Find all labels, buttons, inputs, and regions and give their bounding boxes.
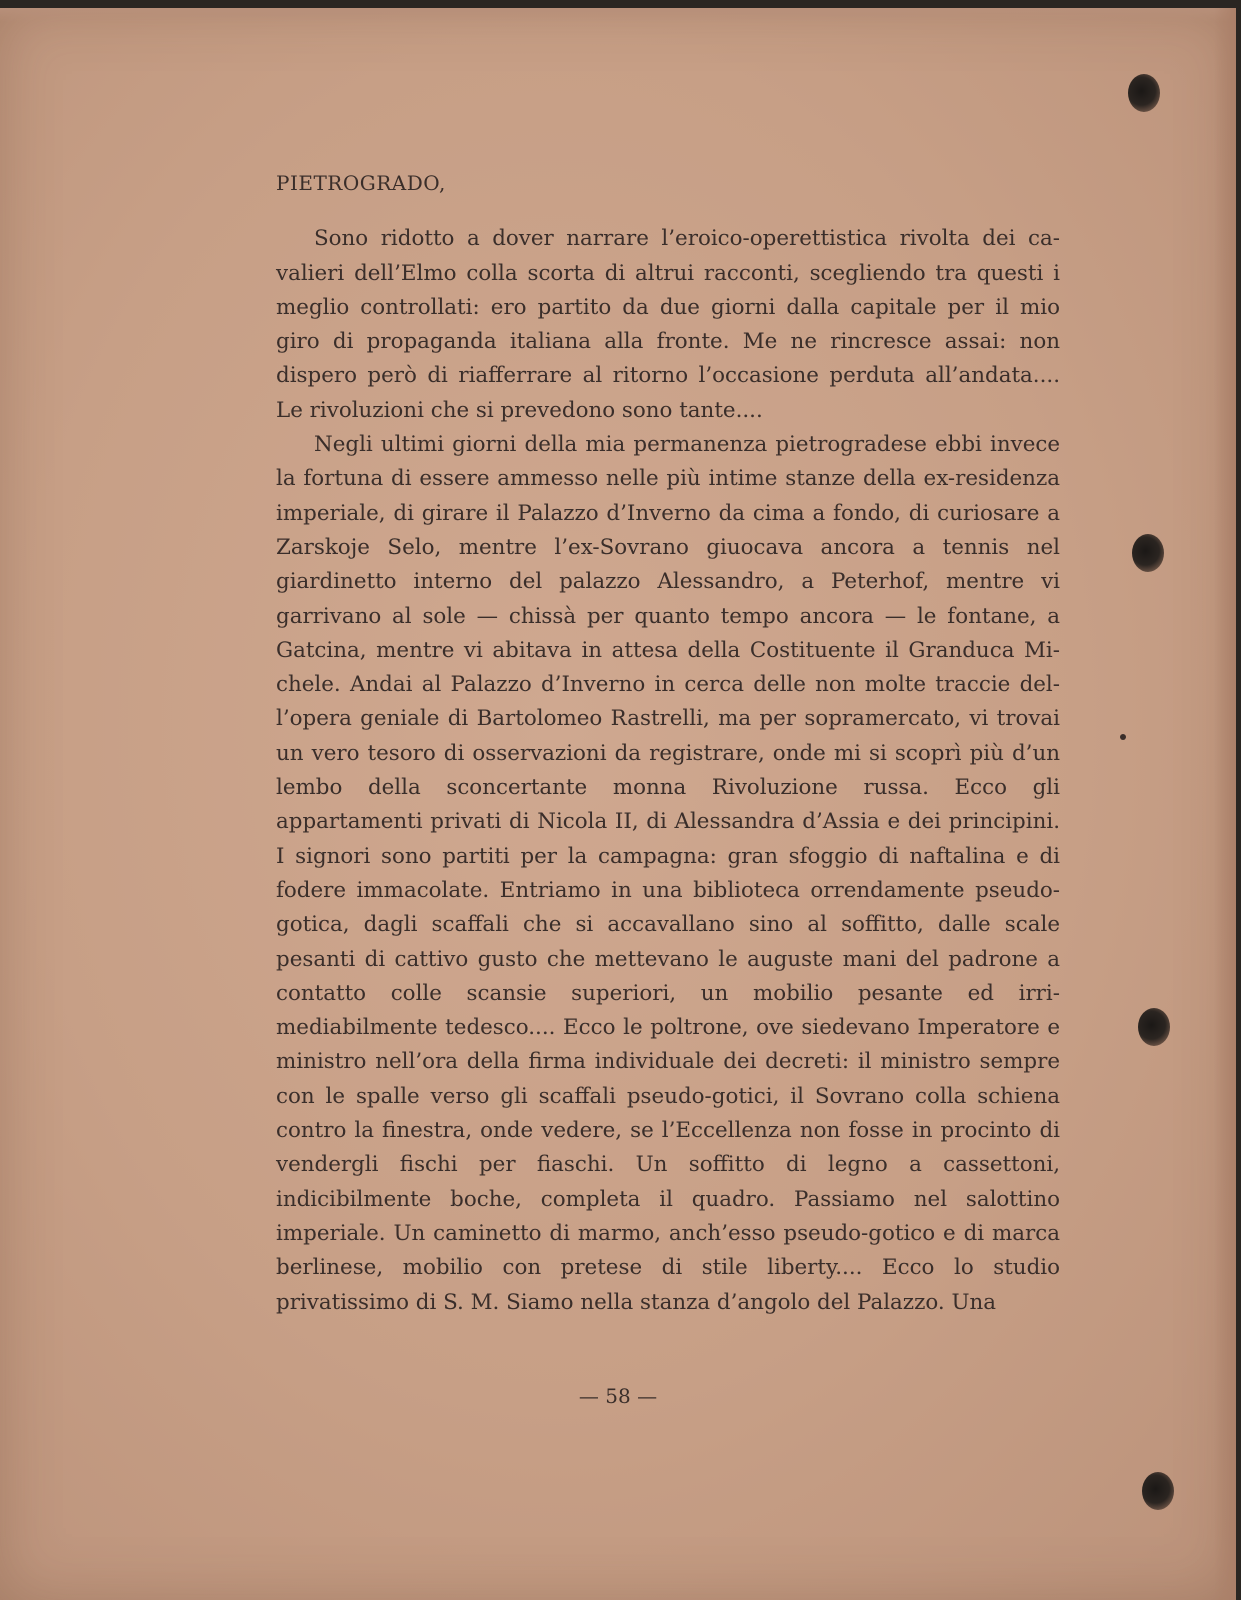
binding-hole-icon (1138, 1008, 1170, 1046)
scanned-page (0, 8, 1236, 1600)
binding-hole-icon (1132, 534, 1164, 572)
page-heading: PIETROGRADO, (276, 171, 446, 195)
paragraph-2: Negli ultimi giorni della mia permanenza pietrogradese ebbi invece la fortuna di essere ammesso nelle più intime stanze della ex-residenza imperiale, di girare il Palazzo d’Inverno da cima a fondo, di curiosare a Zarskoje Selo, mentre l’ex-Sovrano giuocava ancora a tennis nel giardinetto interno del palazzo Alessandro, a Peterhof, mentre vi garrivano al sole — chissà per quanto tempo ancora — le fontane, a Gatcina, mentre vi abitava in attesa della Costituente il Granduca Michele. Andai al Palazzo d’Inverno in cerca delle non molte traccie dell’opera geniale di Bartolomeo Rastrelli, ma per sopramercato, vi trovai un vero tesoro di osservazioni da registrare, onde mi si scoprì più d’un lembo della sconcertante monna Rivoluzione russa. Ecco gli appartamenti privati di Nicola II, di Alessandra d’Assia e dei principini. I signori sono partiti per la campagna: gran sfoggio di naftalina e di fodere immacolate. Entriamo in una biblioteca orrendamente pseudo-gotica, dagli scaffali che si accavallano sino al soffitto, dalle scale pesanti di cattivo gusto che mettevano le auguste mani del padrone a contatto colle scansie superiori, un mobilio pesante ed irrimediabilmente tedesco.... Ecco le poltrone, ove siedevano Imperatore e ministro nell’ora della firma individuale dei decreti: il ministro sempre con le spalle verso gli scaffali pseudo-gotici, il Sovrano colla schiena contro la finestra, onde vedere, se l’Eccellenza non fosse in procinto di vendergli fischi per fiaschi. Un soffitto di legno a cassettoni, indicibilmente boche, completa il quadro. Passiamo nel salottino imperiale. Un caminetto di marmo, anch’esso pseudo-gotico e di marca berlinese, mobilio con pretese di stile liberty.... Ecco lo studio privatissimo di S. M. Siamo nella stanza d’angolo del Palazzo. Una (276, 432, 1060, 1315)
binding-hole-icon (1128, 74, 1160, 112)
page-number: — 58 — (578, 1384, 658, 1408)
page-top-edge (0, 8, 1236, 22)
binding-hole-icon (1142, 1472, 1174, 1510)
page-right-edge (1214, 8, 1236, 1600)
body-text (276, 166, 1060, 1320)
paragraph-1: Sono ridotto a dover narrare l’eroico-operettistica rivolta dei cavalieri dell’Elmo colla scorta di altrui racconti, scegliendo tra questi i meglio controllati: ero partito da due giorni dalla capitale per il mio giro di propaganda italiana alla fronte. Me ne rincresce assai: non dispero però di riafferrare al ritorno l’occasione perduta all’andata.... Le rivoluzioni che si prevedono sono tante.... (276, 226, 1060, 423)
ink-speck (1120, 734, 1126, 740)
